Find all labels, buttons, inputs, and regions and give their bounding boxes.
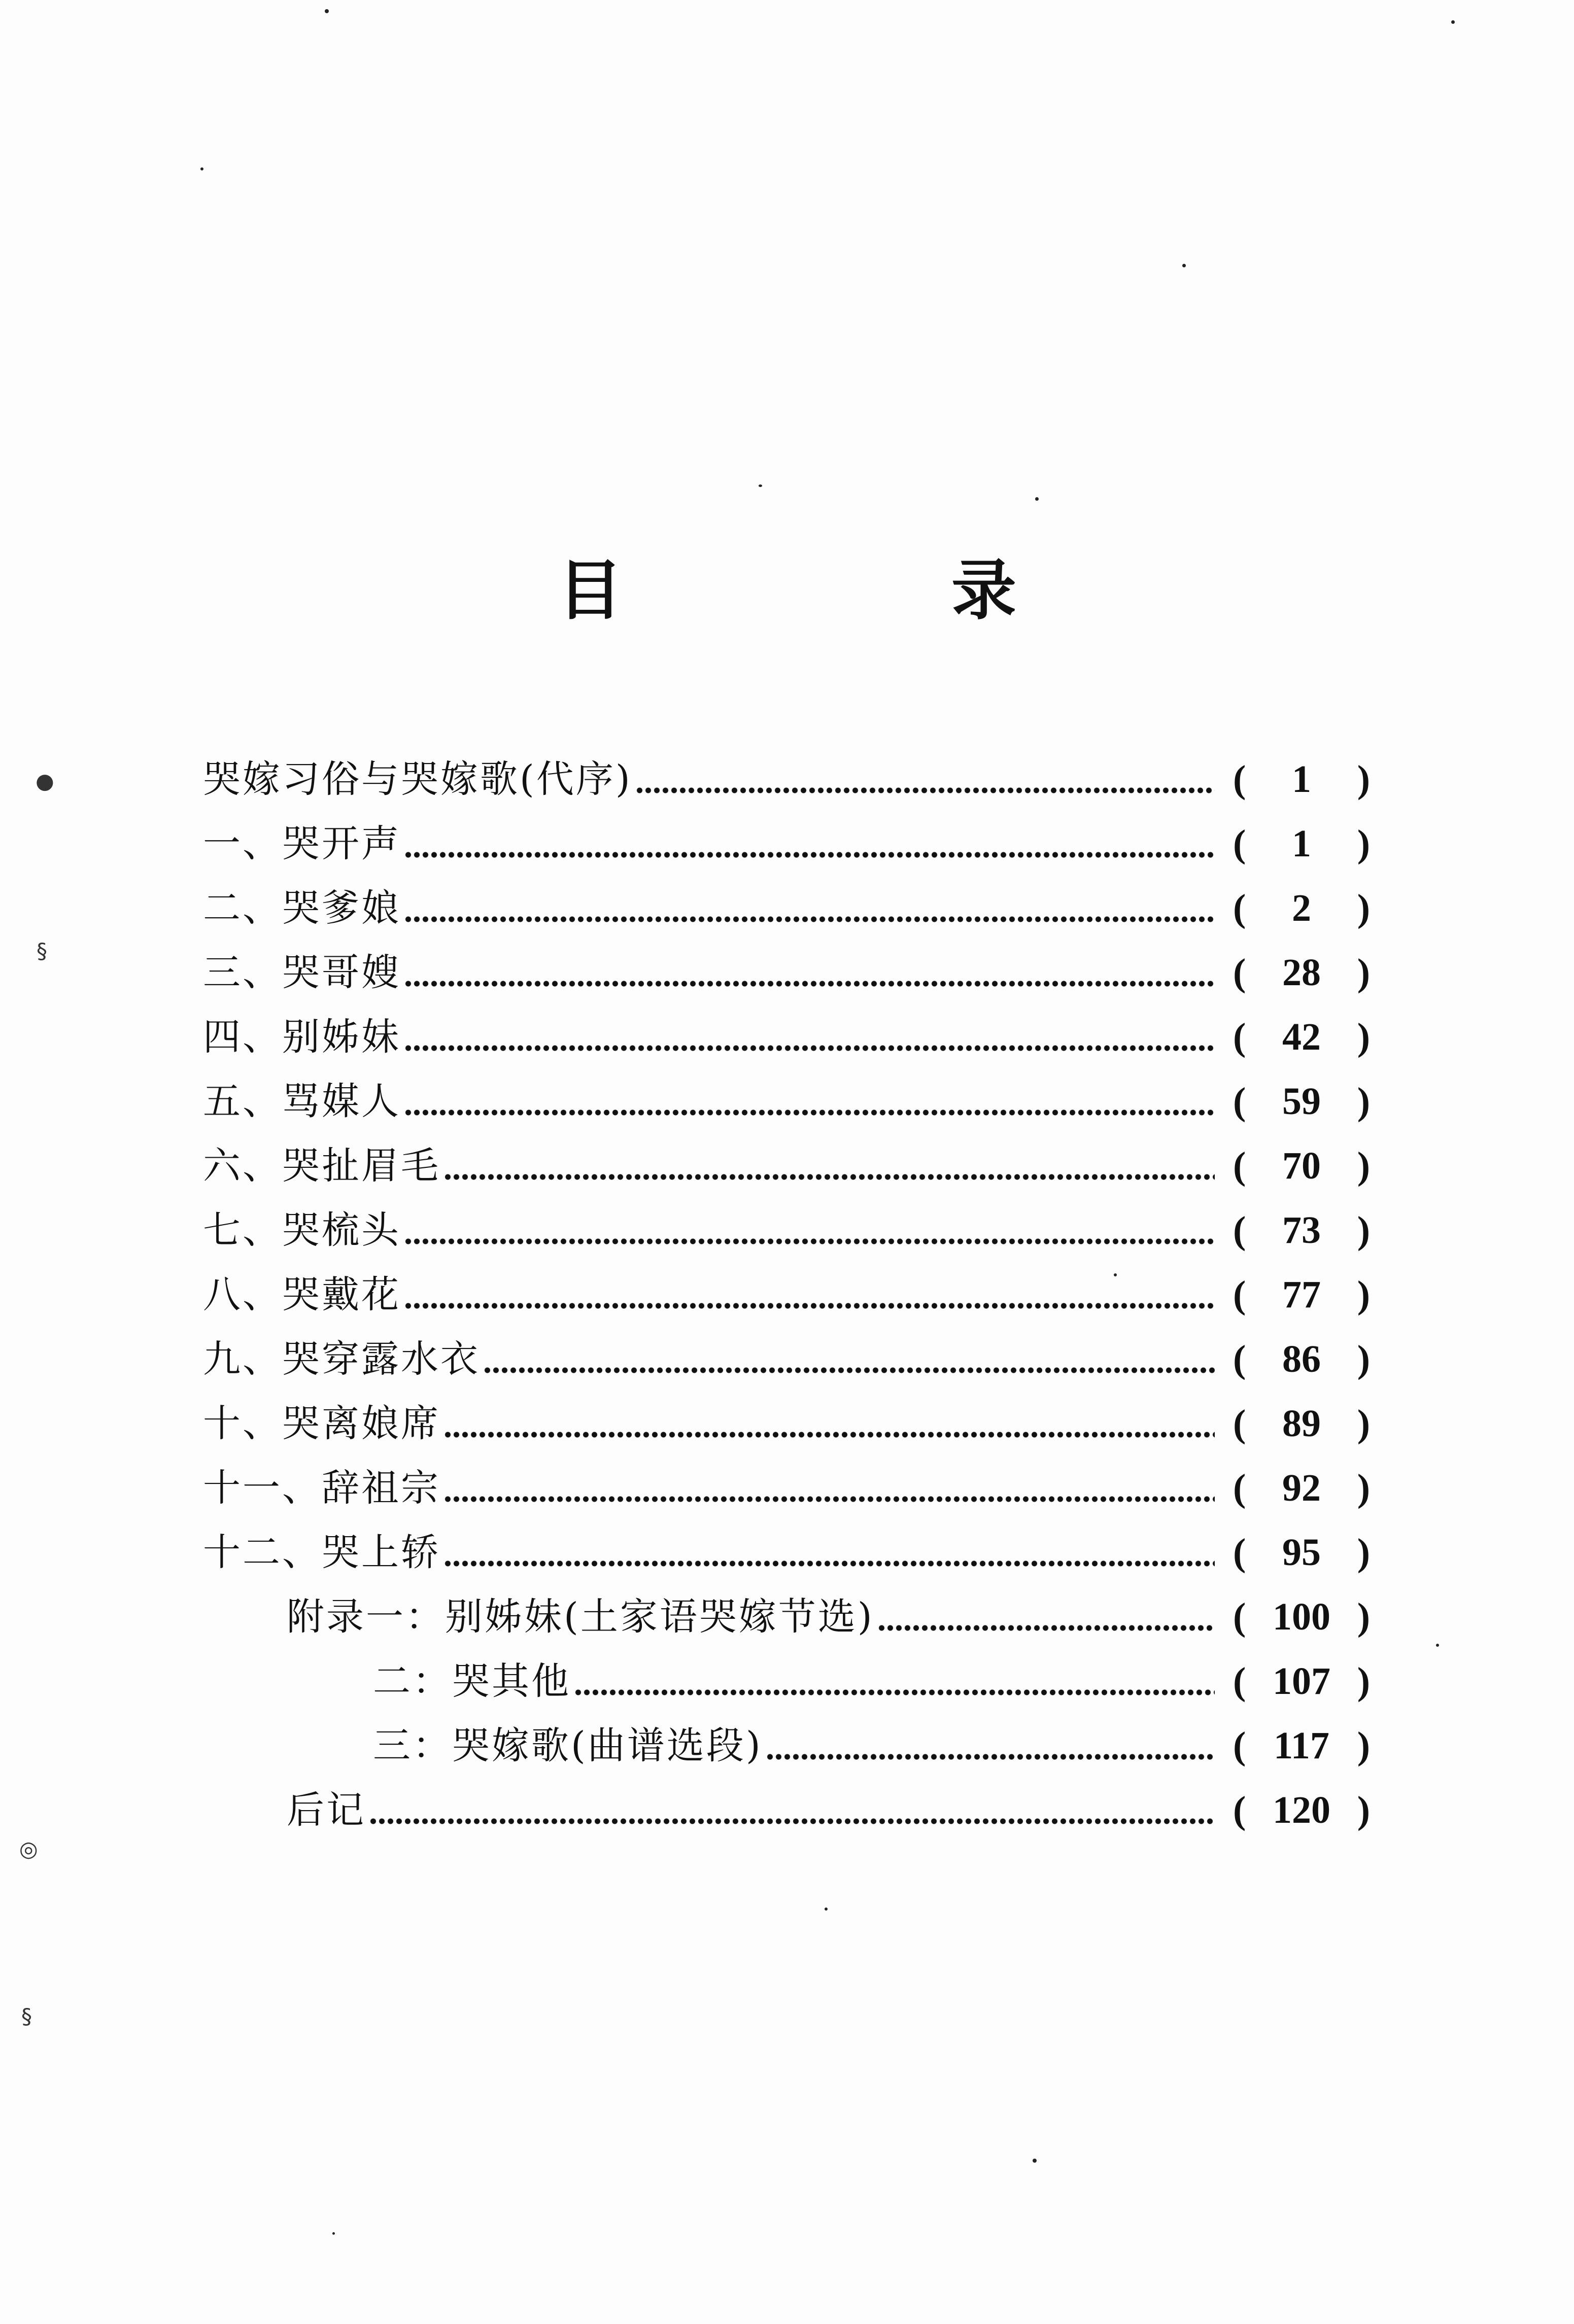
toc-page-number: ( 59 )	[1233, 1080, 1370, 1123]
toc-entry-label: 五、骂媒人	[203, 1080, 401, 1123]
dot-leader	[443, 1534, 1215, 1571]
toc-page-number: ( 86 )	[1233, 1337, 1370, 1380]
scan-speck	[200, 167, 203, 170]
toc-entry[interactable]	[373, 1717, 1218, 1774]
toc-page-number: ( 95 )	[1233, 1531, 1370, 1574]
toc-entry[interactable]	[287, 1782, 1218, 1839]
dot-leader	[443, 1147, 1215, 1185]
toc-entry-label: 哭嫁习俗与哭嫁歌(代序)	[203, 757, 632, 801]
dot-leader	[483, 1340, 1215, 1378]
toc-page-number: ( 107 )	[1233, 1659, 1370, 1703]
toc-entry[interactable]	[203, 1073, 1218, 1130]
toc-page-number: ( 2 )	[1233, 886, 1370, 929]
toc-entry-label: 十一、辞祖宗	[203, 1466, 440, 1510]
dot-leader	[443, 1469, 1215, 1507]
binding-mark: §	[21, 2004, 32, 2029]
scan-speck	[825, 1907, 828, 1911]
toc-page-number: ( 1 )	[1233, 822, 1370, 865]
toc-page-number: ( 89 )	[1233, 1402, 1370, 1445]
toc-entry[interactable]	[203, 1266, 1218, 1323]
toc-entry[interactable]	[203, 1460, 1218, 1516]
binding-mark: ◎	[19, 1836, 38, 1861]
toc-entry[interactable]	[203, 1331, 1218, 1388]
toc-entry-label: 后记	[287, 1788, 366, 1832]
toc-page-number: ( 120 )	[1233, 1788, 1370, 1831]
toc-entry[interactable]	[203, 1009, 1218, 1065]
toc-entry-label: 附录一：别姊妹(土家语哭嫁节选)	[287, 1595, 874, 1639]
dot-leader	[404, 825, 1215, 862]
toc-entry-label: 十二、哭上轿	[203, 1531, 440, 1574]
toc-page-number: ( 73 )	[1233, 1208, 1370, 1252]
toc-page-number: ( 70 )	[1233, 1144, 1370, 1187]
scan-speck	[1035, 497, 1039, 501]
toc-entry-label: 八、哭戴花	[203, 1273, 401, 1316]
scan-speck	[1114, 1273, 1117, 1276]
toc-entry[interactable]	[287, 1588, 1218, 1645]
scan-speck	[1451, 20, 1455, 24]
toc-entry-label: 一、哭开声	[203, 822, 401, 865]
toc-entry[interactable]	[203, 1395, 1218, 1452]
dot-leader	[404, 889, 1215, 927]
page-title: 目 录	[558, 552, 1148, 629]
toc-entry-label: 九、哭穿露水衣	[203, 1337, 480, 1381]
toc-page-number: ( 92 )	[1233, 1466, 1370, 1509]
toc-entry-label: 三、哭哥嫂	[203, 951, 401, 994]
toc-page-number: ( 28 )	[1233, 951, 1370, 994]
toc-entry[interactable]	[203, 1137, 1218, 1194]
scan-speck	[1033, 2159, 1037, 2163]
scan-speck	[325, 9, 329, 13]
dot-leader	[443, 1405, 1215, 1442]
scan-speck	[332, 2232, 335, 2235]
toc-entry[interactable]	[203, 1202, 1218, 1259]
toc-page-number: ( 117 )	[1233, 1724, 1370, 1767]
toc-entry-label: 三：哭嫁歌(曲谱选段)	[373, 1724, 763, 1767]
toc-entry[interactable]	[203, 944, 1218, 1001]
toc-page-number: ( 77 )	[1233, 1273, 1370, 1316]
dot-leader	[404, 1083, 1215, 1120]
dot-leader	[877, 1598, 1215, 1636]
toc-page-number: ( 100 )	[1233, 1595, 1370, 1638]
toc-entry[interactable]	[373, 1653, 1218, 1710]
toc-entry[interactable]	[203, 751, 1218, 808]
scan-speck	[759, 484, 762, 487]
scan-speck	[1436, 1644, 1439, 1647]
dot-leader	[404, 954, 1215, 991]
scan-speck	[1182, 264, 1186, 267]
dot-leader	[404, 1211, 1215, 1249]
toc-entry-label: 六、哭扯眉毛	[203, 1144, 440, 1188]
dot-leader	[574, 1662, 1215, 1700]
dot-leader	[766, 1727, 1215, 1764]
toc-page-number: ( 1 )	[1233, 757, 1370, 801]
binding-mark: §	[37, 939, 47, 963]
toc-entry-label: 七、哭梳头	[203, 1208, 401, 1252]
toc-entry[interactable]	[203, 1524, 1218, 1581]
toc-entry-label: 十、哭离娘席	[203, 1402, 440, 1445]
dot-leader	[369, 1791, 1215, 1829]
toc-entry[interactable]	[203, 880, 1218, 936]
toc-entry-label: 二：哭其他	[373, 1659, 571, 1703]
toc-page-number: ( 42 )	[1233, 1015, 1370, 1058]
toc-entry-label: 四、别姊妹	[203, 1015, 401, 1059]
binding-mark: ●	[36, 769, 54, 793]
dot-leader	[404, 1276, 1215, 1313]
toc-entry-label: 二、哭爹娘	[203, 886, 401, 930]
dot-leader	[404, 1018, 1215, 1056]
dot-leader	[635, 760, 1215, 798]
toc-entry[interactable]	[203, 815, 1218, 872]
